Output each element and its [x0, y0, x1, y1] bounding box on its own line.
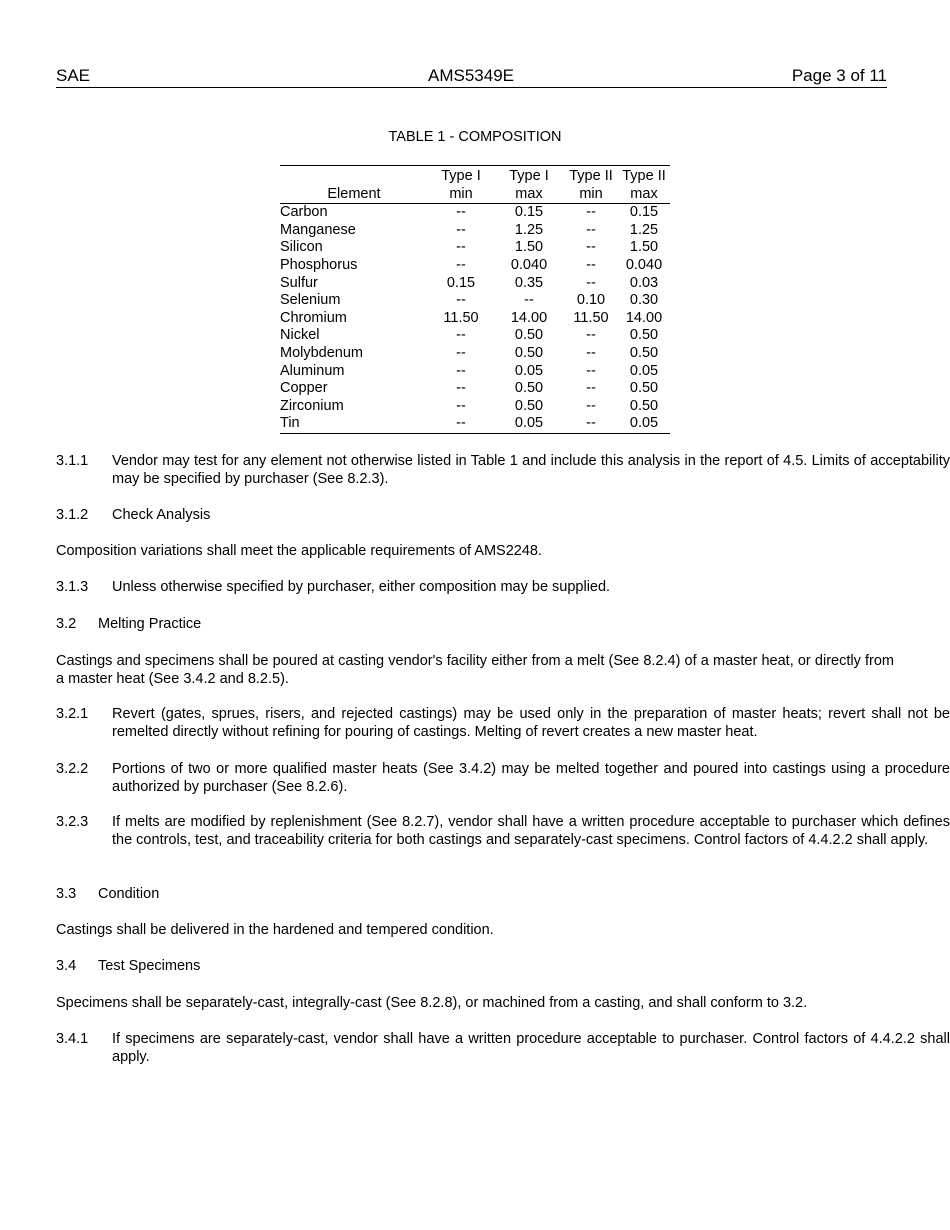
table-title: TABLE 1 - COMPOSITION: [388, 129, 562, 145]
element-name-cell: Sulfur: [280, 274, 318, 291]
value-cell: 0.50: [514, 327, 544, 344]
value-cell: --: [586, 380, 596, 397]
section-number: 3.4.1: [56, 1031, 89, 1047]
section-number: 3.1.1: [56, 453, 89, 469]
value-cell: 1.50: [514, 239, 544, 256]
section-number: 3.2.1: [56, 706, 89, 722]
value-cell: --: [456, 327, 466, 344]
section-heading: Melting Practice: [98, 616, 202, 632]
table-row: [280, 204, 670, 222]
section-3-3-body: Castings shall be delivered in the hardened and tempered condition.: [56, 922, 494, 938]
element-name-cell: Carbon: [280, 204, 328, 221]
element-name-cell: Selenium: [280, 292, 341, 309]
table-row: [280, 239, 670, 257]
value-cell: 0.50: [514, 344, 544, 361]
table-row: [280, 380, 670, 398]
section-3-4-heading: [56, 958, 894, 976]
section-heading: Check Analysis: [112, 507, 211, 523]
col-header: Type I: [509, 168, 549, 184]
section-3-2-body: Castings and specimens shall be poured at casting vendor's facility either from a melt (See 8.2.4) of a master heat, or directly from a master heat (See 3.4.2 and 8.2.5).: [56, 653, 894, 687]
value-cell: 0.05: [629, 362, 659, 379]
value-cell: --: [456, 204, 466, 221]
col-header: Type II: [569, 168, 613, 184]
table-header-row: [280, 166, 670, 186]
section-number: 3.2: [56, 616, 77, 632]
value-cell: --: [456, 380, 466, 397]
value-cell: --: [456, 397, 466, 414]
table-row: [280, 275, 670, 293]
value-cell: --: [524, 292, 534, 309]
value-cell: --: [586, 362, 596, 379]
element-name-cell: Aluminum: [280, 362, 345, 379]
table-body: [280, 204, 670, 434]
col-header: min: [428, 186, 494, 204]
table-row: [280, 310, 670, 328]
value-cell: 11.50: [573, 309, 609, 326]
section-3-1-2-heading: [56, 507, 894, 525]
value-cell: 0.040: [625, 256, 663, 273]
value-cell: 0.50: [629, 380, 659, 397]
value-cell: 0.35: [514, 274, 544, 291]
value-cell: 0.50: [629, 397, 659, 414]
section-3-2-1: [56, 706, 950, 741]
value-cell: --: [456, 362, 466, 379]
value-cell: 11.50: [443, 309, 479, 326]
value-cell: 14.00: [510, 309, 548, 326]
value-cell: 0.15: [514, 204, 544, 221]
section-heading: Test Specimens: [98, 958, 201, 974]
value-cell: 0.05: [629, 415, 659, 432]
section-3-4-1: [56, 1031, 950, 1066]
col-header: max: [494, 186, 564, 204]
header-org: SAE: [56, 66, 91, 85]
element-name-cell: Tin: [280, 415, 300, 432]
section-3-2-2: [56, 761, 950, 796]
value-cell: --: [586, 415, 596, 432]
value-cell: 1.50: [629, 239, 659, 256]
section-3-1-2-body: Composition variations shall meet the applicable requirements of AMS2248.: [56, 543, 543, 559]
col-header: [280, 166, 428, 186]
value-cell: 0.15: [629, 204, 659, 221]
value-cell: --: [456, 344, 466, 361]
value-cell: --: [586, 256, 596, 273]
section-number: 3.1.2: [56, 507, 89, 523]
value-cell: 1.25: [629, 221, 659, 238]
col-header: Element: [280, 186, 428, 204]
value-cell: --: [456, 239, 466, 256]
value-cell: 0.040: [510, 256, 548, 273]
col-header: Type I: [441, 168, 481, 184]
value-cell: 0.50: [514, 397, 544, 414]
section-text: Revert (gates, sprues, risers, and rejected castings) may be used only in the preparation of master heats; revert shall not be remelted directly without refining for pouring of castings. Melting of revert creates a new master heat.: [112, 706, 950, 740]
col-header: Type II: [622, 168, 666, 184]
value-cell: 14.00: [625, 309, 663, 326]
table-row: [280, 222, 670, 240]
value-cell: --: [456, 256, 466, 273]
table-header-row: [280, 186, 670, 204]
value-cell: 0.15: [446, 274, 476, 291]
section-text: Unless otherwise specified by purchaser, either composition may be supplied.: [112, 579, 611, 595]
value-cell: --: [456, 415, 466, 432]
element-name-cell: Chromium: [280, 309, 347, 326]
value-cell: 1.25: [514, 221, 544, 238]
element-name-cell: Silicon: [280, 239, 323, 256]
section-number: 3.4: [56, 958, 77, 974]
section-3-1-3: [56, 579, 950, 597]
header-doc-number: AMS5349E: [428, 66, 514, 85]
section-text: If specimens are separately-cast, vendor shall have a written procedure acceptable to purchaser. Control factors of 4.4.2.2 shall apply.: [112, 1031, 950, 1065]
section-text: Portions of two or more qualified master heats (See 3.4.2) may be melted together and poured into castings using a procedure authorized by purchaser (See 8.2.6).: [112, 761, 950, 795]
section-3-2-3: [56, 814, 950, 849]
section-number: 3.2.3: [56, 814, 89, 830]
element-name-cell: Nickel: [280, 327, 320, 344]
value-cell: 0.10: [576, 292, 606, 309]
section-3-1-1: [56, 453, 950, 488]
value-cell: 0.03: [629, 274, 659, 291]
value-cell: 0.50: [514, 380, 544, 397]
value-cell: 0.50: [629, 344, 659, 361]
table-row: [280, 257, 670, 275]
value-cell: --: [586, 274, 596, 291]
section-text: Vendor may test for any element not otherwise listed in Table 1 and include this analysis in the report of 4.5. Limits of acceptability may be specified by purchaser (See 8.2.3).: [112, 453, 950, 487]
section-number: 3.1.3: [56, 579, 89, 595]
value-cell: --: [456, 292, 466, 309]
section-number: 3.2.2: [56, 761, 89, 777]
element-name-cell: Manganese: [280, 221, 356, 238]
value-cell: --: [586, 397, 596, 414]
value-cell: 0.05: [514, 362, 544, 379]
section-number: 3.3: [56, 886, 77, 902]
value-cell: 0.50: [629, 327, 659, 344]
value-cell: --: [586, 204, 596, 221]
value-cell: --: [456, 221, 466, 238]
table-row: [280, 292, 670, 310]
table-row: [280, 415, 670, 433]
table-row: [280, 363, 670, 381]
element-name-cell: Copper: [280, 380, 328, 397]
section-heading: Condition: [98, 886, 160, 902]
value-cell: 0.05: [514, 415, 544, 432]
table-row: [280, 327, 670, 345]
value-cell: --: [586, 344, 596, 361]
section-3-4-body: Specimens shall be separately-cast, integrally-cast (See 8.2.8), or machined from a casting, and shall conform to 3.2.: [56, 995, 808, 1011]
col-header: max: [618, 186, 670, 204]
table-row: [280, 345, 670, 363]
element-name-cell: Zirconium: [280, 397, 344, 414]
value-cell: --: [586, 239, 596, 256]
header-page-number: Page 3 of 11: [791, 66, 887, 85]
value-cell: 0.30: [629, 292, 659, 309]
section-3-3-heading: [56, 886, 894, 904]
composition-table: [280, 165, 670, 434]
element-name-cell: Phosphorus: [280, 256, 358, 273]
value-cell: --: [586, 221, 596, 238]
section-text: If melts are modified by replenishment (See 8.2.7), vendor shall have a written procedure acceptable to purchaser which defines the controls, test, and traceability criteria for both castings and separately-cast specimens. Control factors of 4.4.2.2 shall apply.: [112, 814, 950, 848]
page-header: [56, 66, 887, 88]
section-3-2-heading: [56, 616, 894, 634]
col-header: min: [564, 186, 618, 204]
table-row: [280, 398, 670, 416]
element-name-cell: Molybdenum: [280, 344, 364, 361]
value-cell: --: [586, 327, 596, 344]
